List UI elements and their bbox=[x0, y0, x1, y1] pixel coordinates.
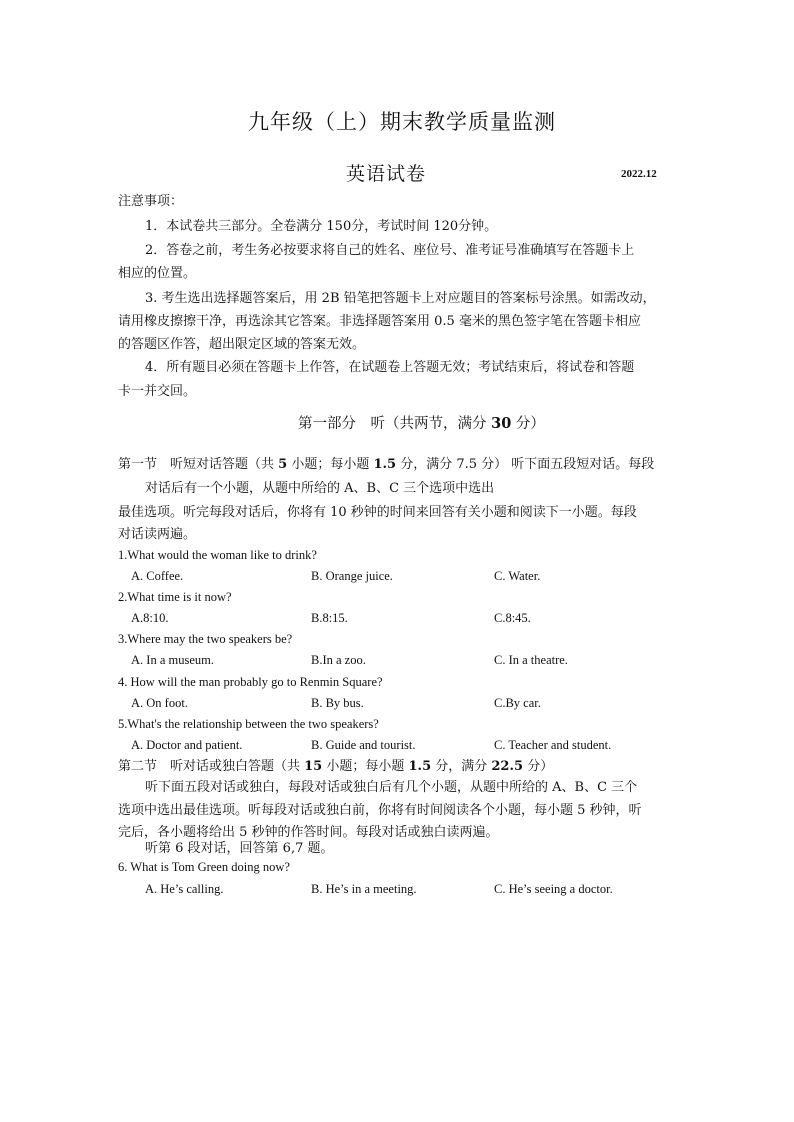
part1-title bbox=[298, 412, 545, 433]
q3-option-b: B.In a zoo. bbox=[311, 653, 366, 667]
s2-total: 22.5 bbox=[491, 759, 524, 774]
section2-instruction: 听第 6 段对话，回答第 6,7 题。 bbox=[145, 841, 334, 856]
q5-option-a: A. Doctor and patient. bbox=[131, 738, 243, 752]
question-4: 4. How will the man probably go to Renmin Square? bbox=[118, 675, 383, 689]
q4-option-a: A. On foot. bbox=[131, 696, 188, 710]
section2-heading bbox=[118, 755, 553, 774]
q2-option-b: B.8:15. bbox=[311, 611, 348, 625]
s1-text-a: 第一节 听短对话答题（共 bbox=[118, 457, 279, 472]
notice-item-3-cont: 请用橡皮擦擦干净，再选涂其它答案。非选择题答案用 0.5 毫米的黑色签字笔在答题卡相应 bbox=[118, 314, 641, 329]
s1-each: 1.5 bbox=[373, 457, 397, 472]
notice-item-2-cont: 相应的位置。 bbox=[118, 266, 197, 281]
s1-count: 5 bbox=[278, 457, 288, 472]
exam-date: 2022.12 bbox=[621, 168, 657, 180]
section1-heading bbox=[118, 453, 654, 472]
notice-item-4-cont: 卡一并交回。 bbox=[118, 384, 197, 399]
s2-text-b: 小题；每小题 bbox=[322, 759, 409, 774]
part1-title-text: 第一部分 听（共两节，满分 bbox=[298, 416, 492, 432]
q3-option-c: C. In a theatre. bbox=[494, 653, 568, 667]
notice-item-1: 1．本试卷共三部分。全卷满分 150分，考试时间 120分钟。 bbox=[145, 219, 498, 234]
notice-item-2: 2．答卷之前，考生务必按要求将自己的姓名、座位号、准考证号准确填写在答题卡上 bbox=[145, 243, 635, 258]
q2-option-a: A.8:10. bbox=[131, 611, 169, 625]
question-2: 2.What time is it now? bbox=[118, 590, 232, 604]
q5-option-b: B. Guide and tourist. bbox=[311, 738, 416, 752]
s2-text-a: 第二节 听对话或独白答题（共 bbox=[118, 759, 305, 774]
question-6: 6. What is Tom Green doing now? bbox=[118, 860, 290, 874]
q4-option-c: C.By car. bbox=[494, 696, 541, 710]
notice-item-3: 3. 考生选出选择题答案后，用 2B 铅笔把答题卡上对应题目的答案标号涂黑。如需改动， bbox=[145, 291, 656, 306]
q1-option-b: B. Orange juice. bbox=[311, 569, 393, 583]
q6-option-a: A. He’s calling. bbox=[145, 882, 224, 896]
s2-each: 1.5 bbox=[408, 759, 432, 774]
question-3: 3.Where may the two speakers be? bbox=[118, 632, 293, 646]
notice-item-3-cont2: 的答题区作答，超出限定区域的答案无效。 bbox=[118, 337, 366, 352]
q3-option-a: A. In a museum. bbox=[131, 653, 214, 667]
section2-line3: 选项中选出最佳选项。听每段对话或独白前，你将有时间阅读各个小题，每小题 5 秒钟，听 bbox=[118, 803, 642, 818]
q1-option-a: A. Coffee. bbox=[131, 569, 184, 583]
question-5: 5.What's the relationship between the two speakers? bbox=[118, 717, 379, 731]
s2-count: 15 bbox=[304, 759, 323, 774]
section2-line4: 完后，各小题将给出 5 秒钟的作答时间。每段对话或独白读两遍。 bbox=[118, 825, 499, 840]
part1-score: 30 bbox=[491, 415, 512, 432]
q5-option-c: C. Teacher and student. bbox=[494, 738, 612, 752]
q6-option-b: B. He’s in a meeting. bbox=[311, 882, 417, 896]
part1-title-end: 分） bbox=[511, 416, 545, 432]
exam-subtitle: 英语试卷 bbox=[346, 163, 427, 185]
q4-option-b: B. By bus. bbox=[311, 696, 364, 710]
q2-option-c: C.8:45. bbox=[494, 611, 531, 625]
exam-title: 九年级（上）期末教学质量监测 bbox=[248, 110, 556, 134]
s1-text-c: 分，满分 7.5 分） 听下面五段短对话。每段 bbox=[396, 457, 655, 472]
section1-line4: 对话读两遍。 bbox=[118, 527, 197, 542]
s1-text-b: 小题；每小题 bbox=[287, 457, 374, 472]
section2-line2: 听下面五段对话或独白，每段对话或独白后有几个小题，从题中所给的 A、B、C 三个 bbox=[145, 780, 638, 795]
q6-option-c: C. He’s seeing a doctor. bbox=[494, 882, 613, 896]
section1-line3: 最佳选项。听完每段对话后，你将有 10 秒钟的时间来回答有关小题和阅读下一小题。每段 bbox=[118, 505, 637, 520]
question-1: 1.What would the woman like to drink? bbox=[118, 548, 317, 562]
s2-text-c: 分，满分 bbox=[431, 759, 492, 774]
section1-line2: 对话后有一个小题，从题中所给的 A、B、C 三个选项中选出 bbox=[145, 481, 495, 496]
s2-text-d: 分） bbox=[523, 759, 554, 774]
notice-item-4: 4．所有题目必须在答题卡上作答，在试题卷上答题无效；考试结束后，将试卷和答题 bbox=[145, 360, 635, 375]
q1-option-c: C. Water. bbox=[494, 569, 541, 583]
notice-heading: 注意事项： bbox=[118, 194, 184, 209]
